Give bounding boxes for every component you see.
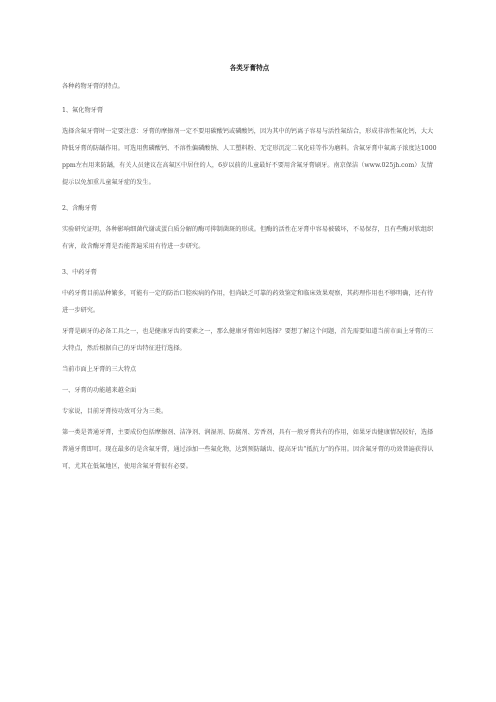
section-2-heading: 2、含酶牙膏 bbox=[62, 205, 97, 212]
point-1-heading: 一、牙膏的功能越来越全面 bbox=[62, 387, 137, 394]
choose-toothpaste-paragraph: 牙膏是刷牙的必备工具之一，也是健康牙齿的要素之一，那么健康牙膏如何选择？要想了解这个问题，首先需要知道当前市面上牙膏的三大特点，然后根据自己的牙齿特征进行选择。 bbox=[62, 328, 434, 352]
subsection-title: 当前市面上牙膏的三大特点 bbox=[62, 366, 137, 373]
section-2-paragraph: 实验研究证明，各种影响细菌代谢或蛋白质分解的酶可抑制菌斑的形成。但酶的活性在牙膏中容易被破坏，不易保存，且有些酶对软组织有害，故含酶牙膏是否能普遍采用有待进一步研究。 bbox=[62, 226, 434, 250]
section-1-paragraph: 选择含氟牙膏时一定要注意：牙膏的摩擦剂一定不要用碳酸钙或磷酸钙，因为其中的钙离子容易与活性氟结合，形成非溶性氟化钙，大大降低牙膏的防龋作用。可选用焦磷酸钙、不溶性偏磷酸钠、人工塑料粉、无定形沉淀二氧化硅等作为磨料。含氟牙膏中氟离子浓度达1000ppm左右用来防龋，有关人员建议在高氟区中居住的人，6岁以前的儿童最好不要用含氟牙膏刷牙。南京保洁（www.025jh.com）友情提示以免加重儿童氟牙症的发生。 bbox=[62, 128, 437, 186]
section-1-heading: 1、氟化物牙膏 bbox=[62, 107, 104, 114]
section-3-heading: 3、中药牙膏 bbox=[62, 269, 97, 276]
section-3-paragraph: 中药牙膏目前品种繁多，可能有一定的防治口腔疾病的作用，但尚缺乏可靠的药效鉴定和临床效果观察，其药理作用也不够明确，还有待进一步研究。 bbox=[62, 290, 434, 314]
document-title: 各类牙膏特点 bbox=[229, 64, 270, 72]
type-1-paragraph: 第一类是普通牙膏，主要成份包括摩擦剂、洁净剂、润湿剂、防腐剂、芳香剂，具有一般牙膏共有的作用，如果牙齿健康情况较好，选择普通牙膏即可。现在最多的是含氟牙膏，通过添加一些氟化物，达到预防龋齿、提高牙齿“抵抗力”的作用。因含氟牙膏的功效普遍获得认可，尤其在低氟地区，使用含氟牙膏很有必要。 bbox=[62, 429, 434, 470]
document-page bbox=[62, 62, 437, 475]
experts-text: 专家说，目前牙膏按功效可分为三类。 bbox=[62, 408, 168, 415]
intro-text: 各种药物牙膏的特点。 bbox=[62, 83, 124, 90]
